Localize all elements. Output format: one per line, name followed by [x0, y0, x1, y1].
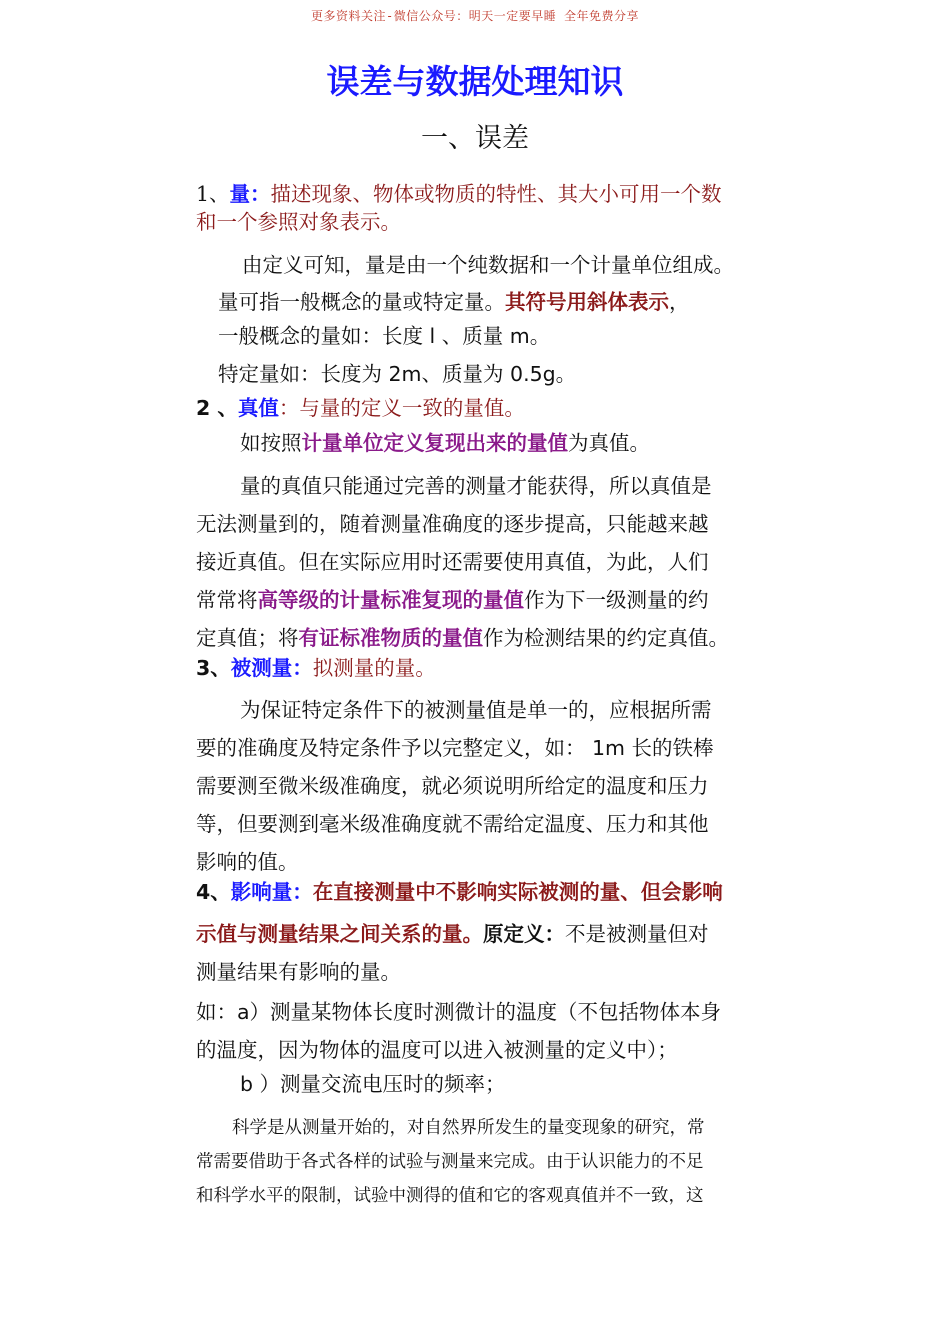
- item3-line2: 要的准确度及特定条件予以完整定义，如： 1m 长的铁棒: [196, 736, 714, 760]
- section-heading: 一、误差: [421, 123, 529, 154]
- item1-number: 1、: [196, 182, 230, 206]
- item2-para2-line3: 接近真值。但在实际应用时还需要使用真值，为此，人们: [196, 550, 709, 574]
- item2-term: 真值: [237, 396, 279, 420]
- item3-line1: 为保证特定条件下的被测量值是单一的，应根据所需: [240, 698, 712, 722]
- item2-para1: 如按照计量单位定义复现出来的量值为真值。: [240, 431, 650, 455]
- item2-definition: 与量的定义一致的量值。: [299, 396, 525, 420]
- item4-example-a1: 如：a）测量某物体长度时测微计的温度（不包括物体本身: [196, 1000, 722, 1024]
- item1-symbol-note: 其符号用斜体表示: [505, 290, 669, 314]
- closing-line2: 常需要借助于各式各样的试验与测量来完成。由于认识能力的不足: [196, 1152, 704, 1172]
- item2-para2-line5: 定真值；将有证标准物质的量值作为检测结果的约定真值。: [196, 626, 729, 650]
- item4-example-a2: 的温度，因为物体的温度可以进入被测量的定义中）；: [196, 1038, 678, 1062]
- item3-term: 被测量：: [230, 656, 313, 680]
- item2-para2-line2: 无法测量到的，随着测量准确度的逐步提高，只能越来越: [196, 512, 709, 536]
- item3-line5: 影响的值。: [196, 850, 299, 874]
- item4-example-b: b ）测量交流电压时的频率；: [240, 1072, 506, 1096]
- item3-line3: 需要测至微米级准确度，就必须说明所给定的温度和压力: [196, 774, 709, 798]
- item4-heading: [196, 878, 766, 906]
- item4-line3: 测量结果有影响的量。: [196, 960, 401, 984]
- item1-para2: 量可指一般概念的量或特定量。其符号用斜体表示，: [218, 290, 690, 314]
- item2-heading: 2 、真值：与量的定义一致的量值。: [196, 396, 525, 420]
- item3-definition: 拟测量的量。: [312, 656, 436, 680]
- header-banner: 更多资料关注-微信公众号：明天一定要早睡 全年免费分享: [311, 9, 639, 23]
- item1-para1: 由定义可知，量是由一个纯数据和一个计量单位组成。: [242, 253, 734, 277]
- item4-term: 影响量：: [230, 880, 313, 904]
- item4-definition: 在直接测量中不影响实际被测的量、但会影响: [312, 880, 723, 904]
- item4-line2: 示值与测量结果之间关系的量。原定义：不是被测量但对: [196, 922, 709, 946]
- item2-number: 2 、: [196, 396, 238, 420]
- document-title: 误差与数据处理知识: [326, 62, 624, 101]
- item3-heading: [196, 654, 766, 682]
- item1-term: 量：: [229, 182, 271, 206]
- item2-para2-line4: 常常将高等级的计量标准复现的量值作为下一级测量的约: [196, 588, 709, 612]
- item1-heading: [196, 180, 766, 208]
- item1-para4: 特定量如：长度为 2m、质量为 0.5g。: [218, 362, 577, 386]
- closing-line1: 科学是从测量开始的，对自然界所发生的量变现象的研究，常: [232, 1118, 705, 1138]
- item4-number: 4、: [196, 880, 231, 904]
- item1-para3: 一般概念的量如：长度 l 、质量 m。: [218, 324, 551, 348]
- item1-definition: 描述现象、物体或物质的特性、其大小可用一个数: [270, 182, 722, 206]
- item3-number: 3、: [196, 656, 231, 680]
- closing-line3: 和科学水平的限制，试验中测得的值和它的客观真值并不一致，这: [196, 1186, 704, 1206]
- item2-para2-line1: 量的真值只能通过完善的测量才能获得，所以真值是: [240, 474, 712, 498]
- item4-original-label: 原定义：: [483, 922, 565, 946]
- item1-definition-cont: 和一个参照对象表示。: [196, 210, 401, 234]
- item3-line4: 等，但要测到毫米级准确度就不需给定温度、压力和其他: [196, 812, 709, 836]
